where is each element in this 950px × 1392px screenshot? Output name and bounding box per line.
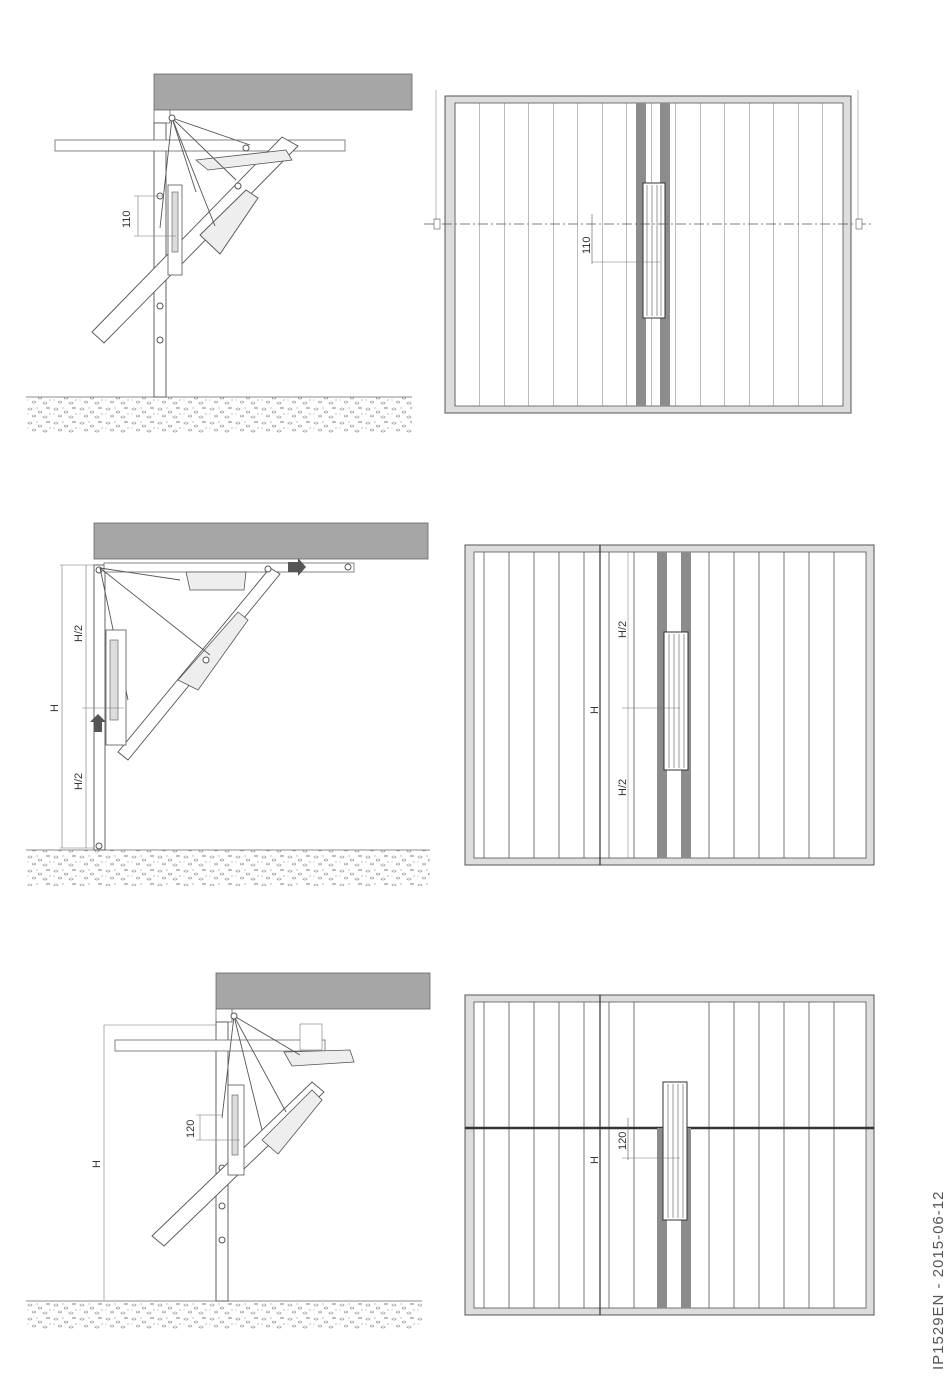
dimension-120-side: 120 (185, 1119, 197, 1138)
wall-block (154, 74, 412, 110)
dimension-110-side: 110 (121, 210, 133, 228)
label-half-bottom-front: H/2 (617, 778, 629, 796)
label-h-front: H (589, 1156, 601, 1164)
side-view-bottom (26, 973, 430, 1331)
operator-housing (643, 183, 665, 318)
operator-housing (663, 1082, 687, 1220)
label-half-top-side: H/2 (73, 624, 85, 642)
wall-block (94, 523, 428, 559)
ground (26, 1301, 422, 1331)
document-code: IP1529EN - 2015-06-12 (930, 1190, 947, 1370)
ground (26, 850, 430, 886)
side-view-middle (26, 523, 430, 886)
ground (26, 397, 412, 433)
label-h-side: H (49, 704, 61, 712)
label-h-front: H (589, 706, 601, 714)
label-half-top-front: H/2 (617, 620, 629, 638)
dimension-120-front: 120 (617, 1131, 629, 1150)
operator-housing (664, 632, 688, 770)
label-h-side: H (91, 1160, 103, 1168)
dimension-110-front: 110 (581, 236, 593, 254)
wall-block (216, 973, 430, 1009)
front-view-middle (465, 545, 874, 865)
arrow-right-icon (288, 558, 306, 576)
front-view-bottom (465, 995, 874, 1315)
label-half-bottom-side: H/2 (73, 772, 85, 790)
side-view-top (26, 74, 412, 433)
front-view-top (424, 90, 874, 413)
